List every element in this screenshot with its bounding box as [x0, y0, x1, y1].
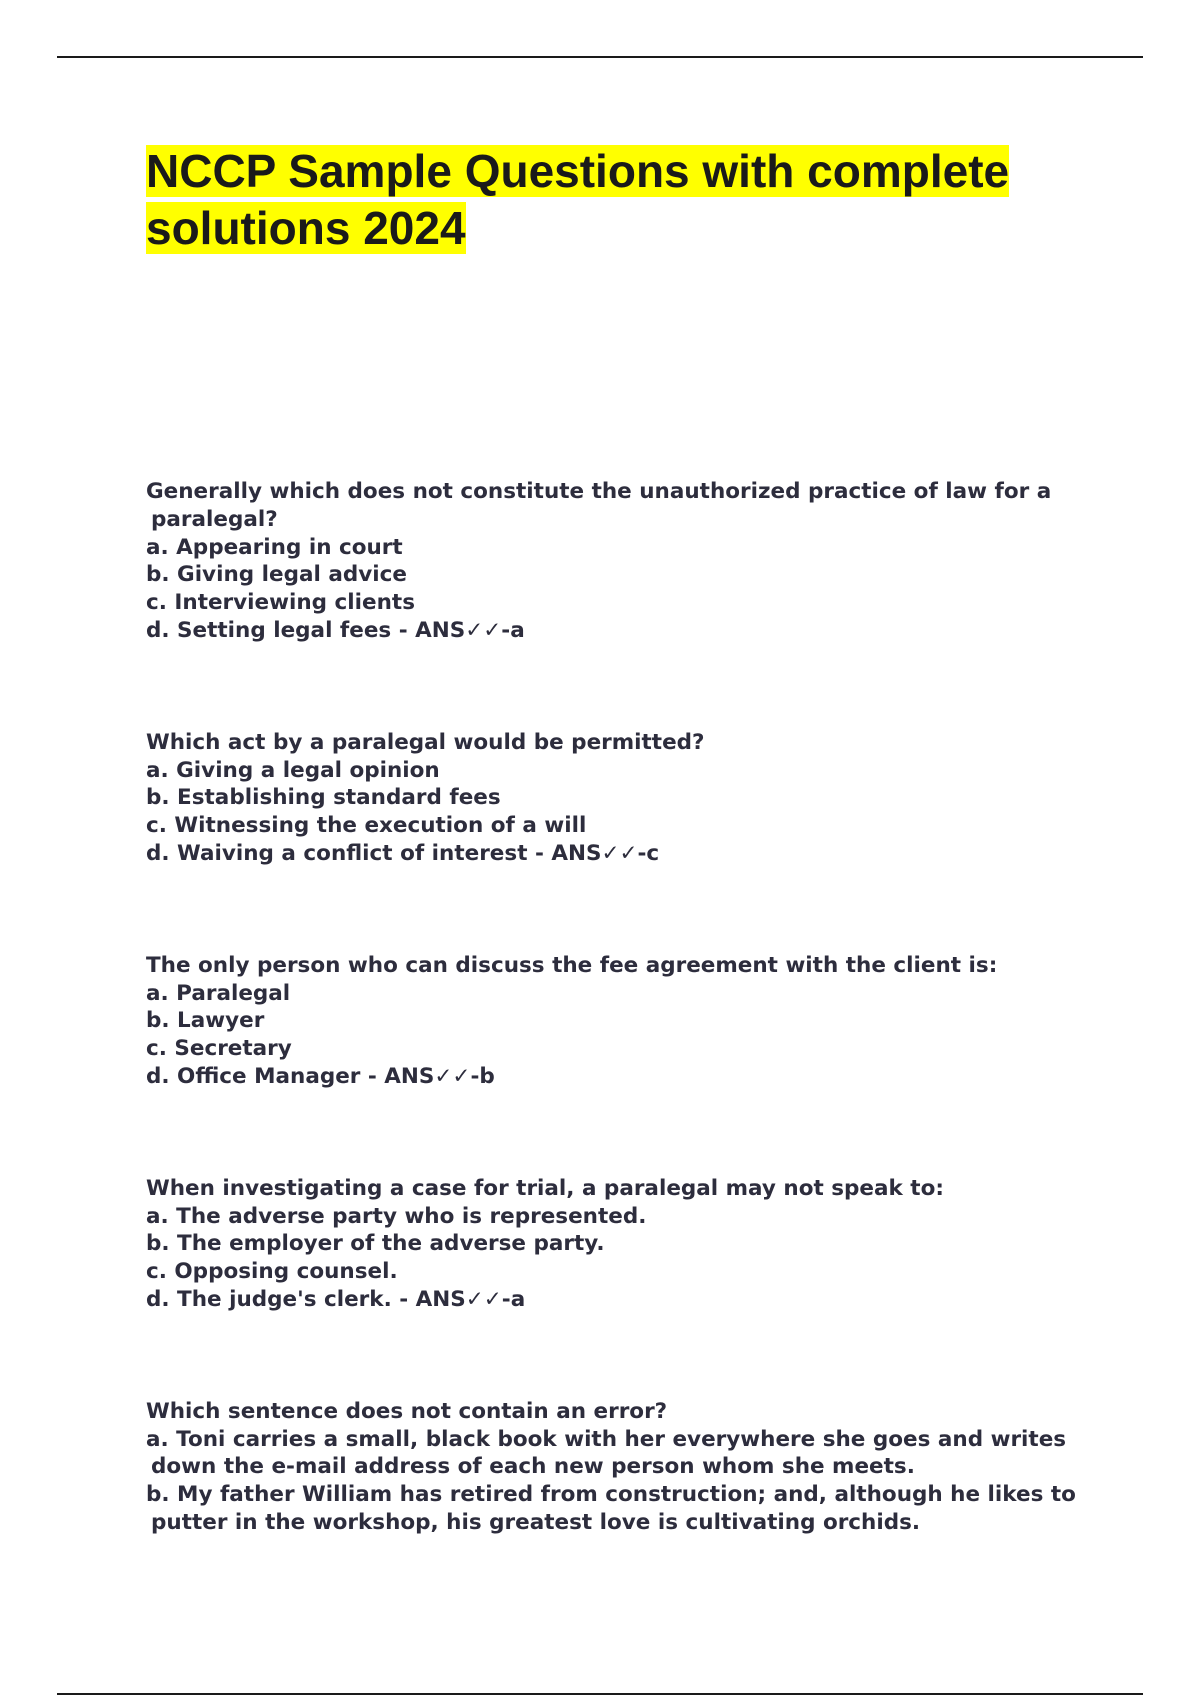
question-4-option-a: a. The adverse party who is represented. [146, 1203, 647, 1229]
question-5 [146, 1398, 1076, 1537]
question-5-option-a: a. Toni carries a small, black book with her everywhere she goes and writes [146, 1426, 1067, 1452]
question-3-option-b: b. Lawyer [146, 1008, 265, 1034]
question-5-option-a-cont: down the e-mail address of each new person whom she meets. [151, 1454, 915, 1480]
question-1-stem: Generally which does not constitute the unauthorized practice of law for a [146, 479, 1052, 504]
question-2-option-c: c. Witnessing the execution of a will [146, 813, 587, 839]
question-4-option-b: b. The employer of the adverse party. [146, 1231, 605, 1257]
question-1 [146, 478, 1052, 645]
title-highlight: NCCP Sample Questions with complete solutions 2024 [146, 145, 1010, 254]
question-5-stem: Which sentence does not contain an error? [146, 1398, 668, 1424]
bottom-rule [57, 1693, 1143, 1695]
question-3-option-c: c. Secretary [146, 1036, 292, 1062]
question-5-option-b: b. My father William has retired from construction; and, although he likes to [146, 1482, 1076, 1508]
question-4-option-c: c. Opposing counsel. [146, 1259, 398, 1285]
question-4 [146, 1175, 1046, 1314]
question-1-option-b: b. Giving legal advice [146, 562, 407, 588]
question-4-option-d-answer: d. The judge's clerk. - ANS✓✓-a [146, 1286, 526, 1312]
question-2-option-d-answer: d. Waiving a conflict of interest - ANS✓✓-c [146, 840, 660, 866]
question-5-option-b-cont: putter in the workshop, his greatest love is cultivating orchids. [151, 1509, 921, 1535]
question-1-option-d-answer: d. Setting legal fees - ANS✓✓-a [146, 617, 525, 643]
question-2-option-b: b. Establishing standard fees [146, 785, 501, 811]
question-3-option-d-answer: d. Office Manager - ANS✓✓-b [146, 1063, 495, 1089]
top-rule [57, 56, 1143, 58]
document-title [146, 143, 1086, 257]
question-1-stem-cont: paralegal? [151, 506, 278, 532]
question-1-option-a: a. Appearing in court [146, 534, 403, 560]
question-list [146, 478, 1076, 1621]
question-2-stem: Which act by a paralegal would be permitted? [146, 729, 705, 755]
question-3-option-a: a. Paralegal [146, 980, 291, 1006]
question-3 [146, 952, 1046, 1091]
question-3-stem: The only person who can discuss the fee agreement with the client is: [146, 952, 998, 978]
question-1-option-c: c. Interviewing clients [146, 590, 415, 616]
question-4-stem: When investigating a case for trial, a paralegal may not speak to: [146, 1175, 944, 1201]
question-2 [146, 729, 1046, 868]
question-2-option-a: a. Giving a legal opinion [146, 757, 440, 783]
